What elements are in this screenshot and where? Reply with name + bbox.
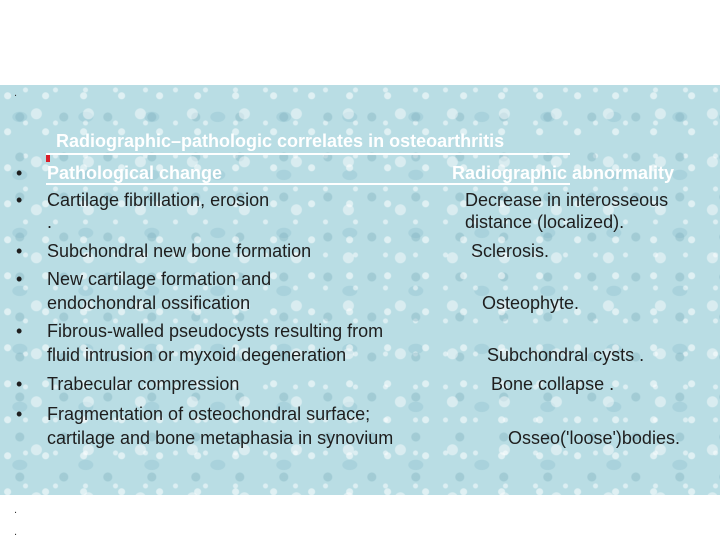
bullet-marker: • <box>16 321 23 341</box>
header-radiographic-abnormality: Radiographic abnormality <box>452 163 675 183</box>
slide-title: Radiographic–pathologic correlates in osteoarthritis <box>56 131 505 151</box>
bullet-marker: • <box>16 404 23 424</box>
pathology-text: fluid intrusion or myxoid degeneration <box>47 345 347 365</box>
bullet-marker: • <box>16 190 23 210</box>
radiographic-text: Bone collapse . <box>491 374 615 394</box>
radiographic-text: Osseo('loose')bodies. <box>508 428 680 448</box>
pathology-text: New cartilage formation and <box>47 269 272 289</box>
stray-mark-bottom-1: . <box>14 504 18 516</box>
pathology-text: Fragmentation of osteochondral surface; <box>47 404 371 424</box>
radiographic-text: Osteophyte. <box>482 293 580 313</box>
pathology-text: Fibrous-walled pseudocysts resulting from <box>47 321 384 341</box>
bullet-marker: • <box>16 374 23 394</box>
pathology-text: cartilage and bone metaphasia in synovium <box>47 428 394 448</box>
radiographic-text: Sclerosis. <box>471 241 550 261</box>
pathology-text: Cartilage fibrillation, erosion <box>47 190 270 210</box>
radiographic-text: Subchondral cysts . <box>487 345 645 365</box>
bullet-marker: • <box>16 269 23 289</box>
radiographic-text: Decrease in interosseous <box>465 190 669 210</box>
header-underline <box>46 183 570 185</box>
radiographic-text: distance (localized). <box>465 212 625 232</box>
pathology-text: Subchondral new bone formation <box>47 241 312 261</box>
stray-mark-bottom-2: . <box>14 526 18 538</box>
pathology-text: endochondral ossification <box>47 293 251 313</box>
pathology-text: . <box>47 212 53 232</box>
header-pathological-change: Pathological change <box>47 163 223 183</box>
pathology-text: Trabecular compression <box>47 374 240 394</box>
bullet-marker: • <box>16 163 23 183</box>
bullet-marker: • <box>16 241 23 261</box>
stray-mark-top: . <box>14 87 18 99</box>
